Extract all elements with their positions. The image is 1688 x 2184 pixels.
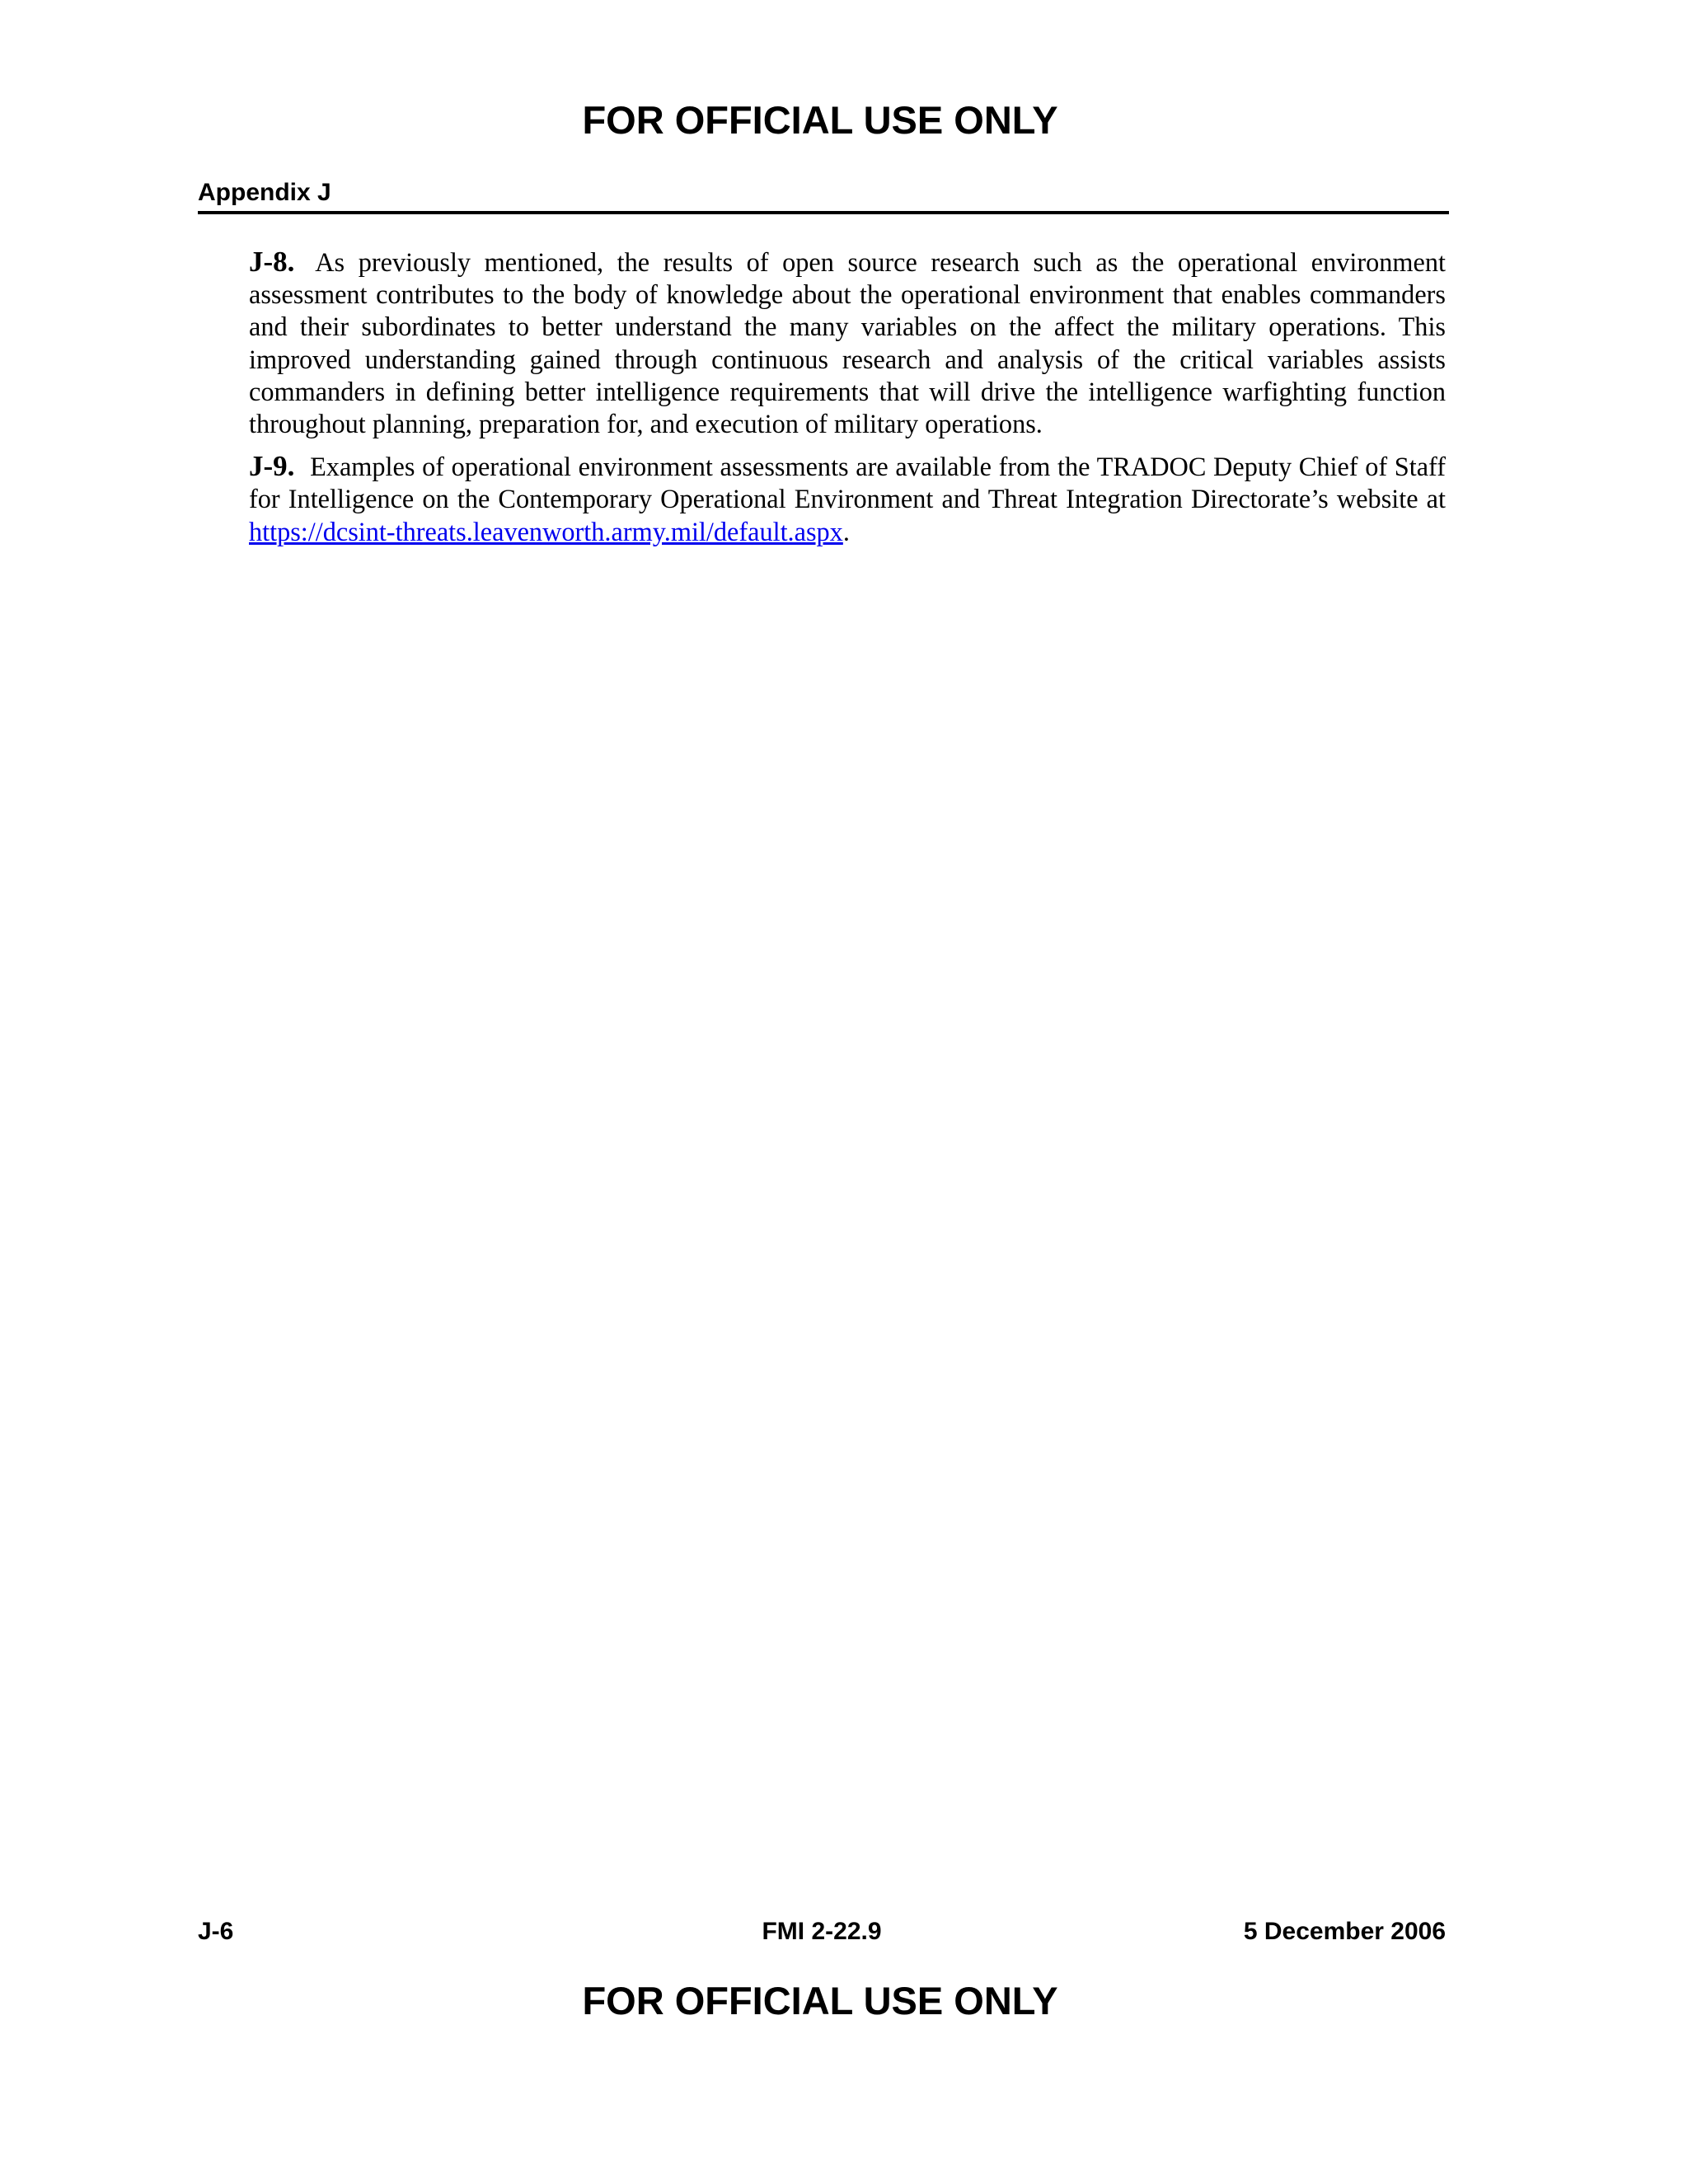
website-link[interactable]: https://dcsint-threats.leavenworth.army.mil/default.aspx xyxy=(249,516,843,546)
security-marking-top: FOR OFFICIAL USE ONLY xyxy=(582,98,1058,142)
paragraph-text: As previously mentioned, the results of open source research such as the operational environment assessment contributes to the body of knowledge about the operational environment that enables commanders and their subordinates to better understand the many variables on the affect the military operations. This improved understanding gained through continuous research and analysis of the critical variables assists commanders in defining better intelligence requirements that will drive the intelligence warfighting function throughout planning, preparation for, and execution of military operations. xyxy=(249,247,1447,439)
publication-date: 5 December 2006 xyxy=(1243,1918,1446,1945)
security-marking-bottom: FOR OFFICIAL USE ONLY xyxy=(582,1979,1058,2022)
paragraph-trailing: . xyxy=(842,516,850,546)
paragraph-number: J-9. xyxy=(249,450,295,483)
paragraph-j9 xyxy=(249,450,1446,548)
page-footer xyxy=(198,1917,1446,1950)
page-number: J-6 xyxy=(198,1918,234,1945)
document-body xyxy=(249,246,1446,558)
paragraph-j8 xyxy=(249,246,1446,440)
running-head: Appendix J xyxy=(198,178,1449,214)
publication-id: FMI 2-22.9 xyxy=(762,1918,882,1945)
paragraph-text: Examples of operational environment assessments are available from the TRADOC Deputy Chief of Staff for Intelligence on the Contemporary Operational Environment and Threat Integration Directorate’s website at xyxy=(249,452,1446,514)
paragraph-number: J-8. xyxy=(249,246,295,278)
